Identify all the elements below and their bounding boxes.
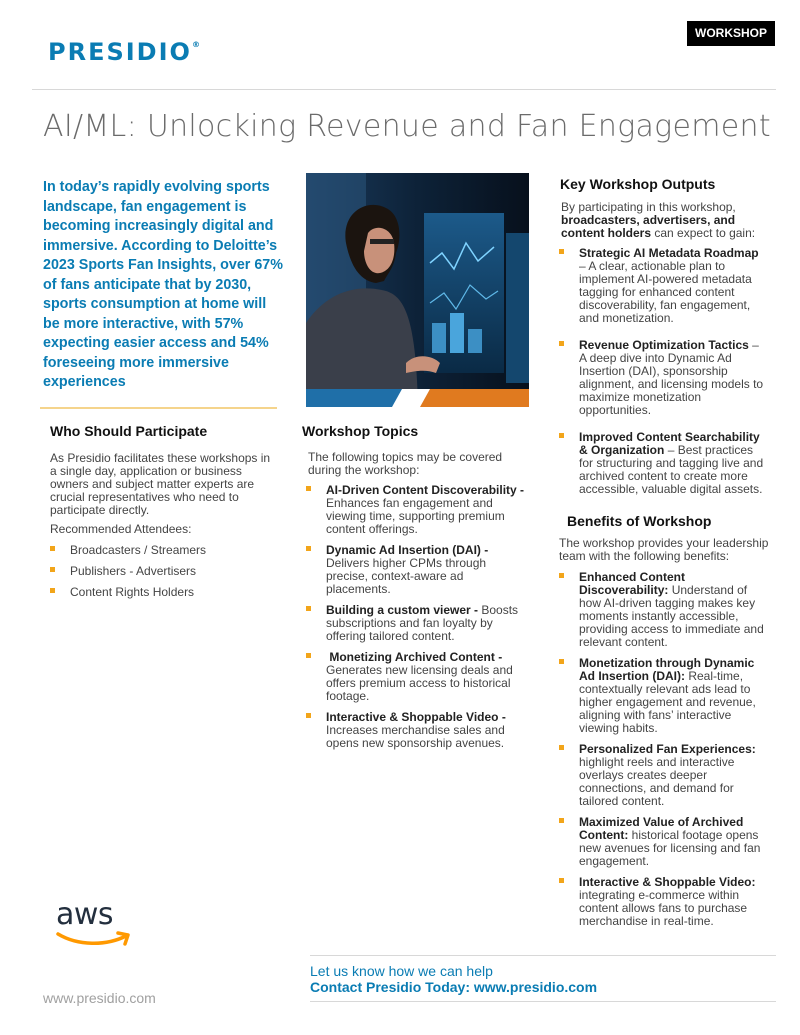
contact-link[interactable]: Contact Presidio Today: www.presidio.com xyxy=(310,979,598,995)
list-item: Personalized Fan Experiences: highlight reels and interactive overlays creates deeper connections, and demand for tailored content. xyxy=(559,743,769,808)
list-item: Monetizing Archived Content - Generates new licensing deals and offers premium access to historical footage. xyxy=(306,651,526,703)
analyst-at-monitors-photo xyxy=(306,173,529,407)
list-item: Enhanced Content Discoverability: Understand of how AI-driven tagging makes key moments instantly accessible, providing access to immediate and relevant content. xyxy=(559,571,769,649)
recommended-attendees-label: Recommended Attendees: xyxy=(50,522,192,536)
list-item: Monetization through Dynamic Ad Insertion (DAI): Real-time, contextually relevant ads lead to higher engagement and revenue, aligning with fans’ interactive viewing habits. xyxy=(559,657,769,735)
footer-divider-top xyxy=(310,955,776,956)
aws-smile-icon xyxy=(56,930,136,950)
aws-logo xyxy=(56,897,136,952)
presidio-logo: PRESIDIO® xyxy=(48,38,200,66)
list-item: Publishers - Advertisers xyxy=(50,565,275,578)
intro-divider xyxy=(40,407,277,409)
workshop-topics-heading: Workshop Topics xyxy=(302,423,419,439)
aws-wordmark: aws xyxy=(56,897,114,932)
benefits-heading: Benefits of Workshop xyxy=(567,513,712,529)
list-item: Improved Content Searchability & Organization – Best practices for structuring and tagging live and archived content to create more accessible, valuable digital assets. xyxy=(559,431,764,496)
outputs-list xyxy=(559,247,764,496)
list-item: Building a custom viewer - Boosts subscriptions and fan loyalty by offering tailored content. xyxy=(306,604,526,643)
page-title: AI/ML: Unlocking Revenue and Fan Engagement xyxy=(43,109,771,144)
list-item: Interactive & Shoppable Video - Increases merchandise sales and opens new sponsorship avenues. xyxy=(306,711,526,750)
who-should-participate-heading: Who Should Participate xyxy=(50,423,208,439)
who-paragraph: As Presidio facilitates these workshops in a single day, application or business owners and subject matter experts are crucial representatives who need to participate directly. xyxy=(50,451,271,517)
footer-divider-bottom xyxy=(310,1001,776,1002)
key-outputs-heading: Key Workshop Outputs xyxy=(560,176,716,192)
list-item: Revenue Optimization Tactics – A deep dive into Dynamic Ad Insertion (DAI), sponsorship alignment, and licensing models to maximize monetization opportunities. xyxy=(559,339,764,417)
list-item: Broadcasters / Streamers xyxy=(50,544,275,557)
header-divider xyxy=(32,89,776,90)
list-item: Content Rights Holders xyxy=(50,586,275,599)
list-item: Maximized Value of Archived Content: historical footage opens new avenues for licensing and fan engagement. xyxy=(559,816,769,868)
list-item: Dynamic Ad Insertion (DAI) - Delivers higher CPMs through precise, context-aware ad placements. xyxy=(306,544,526,596)
list-item: Interactive & Shoppable Video: integrating e-commerce within content allows fans to purchase merchandise in real-time. xyxy=(559,876,769,928)
website-link[interactable]: www.presidio.com xyxy=(43,990,156,1006)
outputs-intro: By participating in this workshop, broadcasters, advertisers, and content holders can expect to gain: xyxy=(561,200,756,240)
attendees-list xyxy=(50,544,275,599)
cta-text: Let us know how we can help xyxy=(310,963,493,979)
topics-intro: The following topics may be covered during the workshop: xyxy=(308,450,503,477)
workshop-badge: WORKSHOP xyxy=(687,21,775,46)
topics-list xyxy=(306,484,526,750)
benefits-intro: The workshop provides your leadership team with the following benefits: xyxy=(559,536,769,563)
list-item: AI-Driven Content Discoverability - Enhances fan engagement and viewing time, supporting premium content offerings. xyxy=(306,484,526,536)
intro-paragraph: In today’s rapidly evolving sports landscape, fan engagement is becoming increasingly digital and immersive. According to Deloitte’s 2023 Sports Fan Insights, over 67% of fans anticipate that by 2030, sports consumption at home will be more interactive, with 57% expecting easier access and 54% foreseeing more immersive experiences xyxy=(43,179,283,390)
benefits-list xyxy=(559,571,769,928)
registered-mark: ® xyxy=(191,40,200,49)
list-item: Strategic AI Metadata Roadmap – A clear, actionable plan to implement AI-powered metadata tagging for enhanced content discoverability, fan engagement, and monetization. xyxy=(559,247,764,325)
